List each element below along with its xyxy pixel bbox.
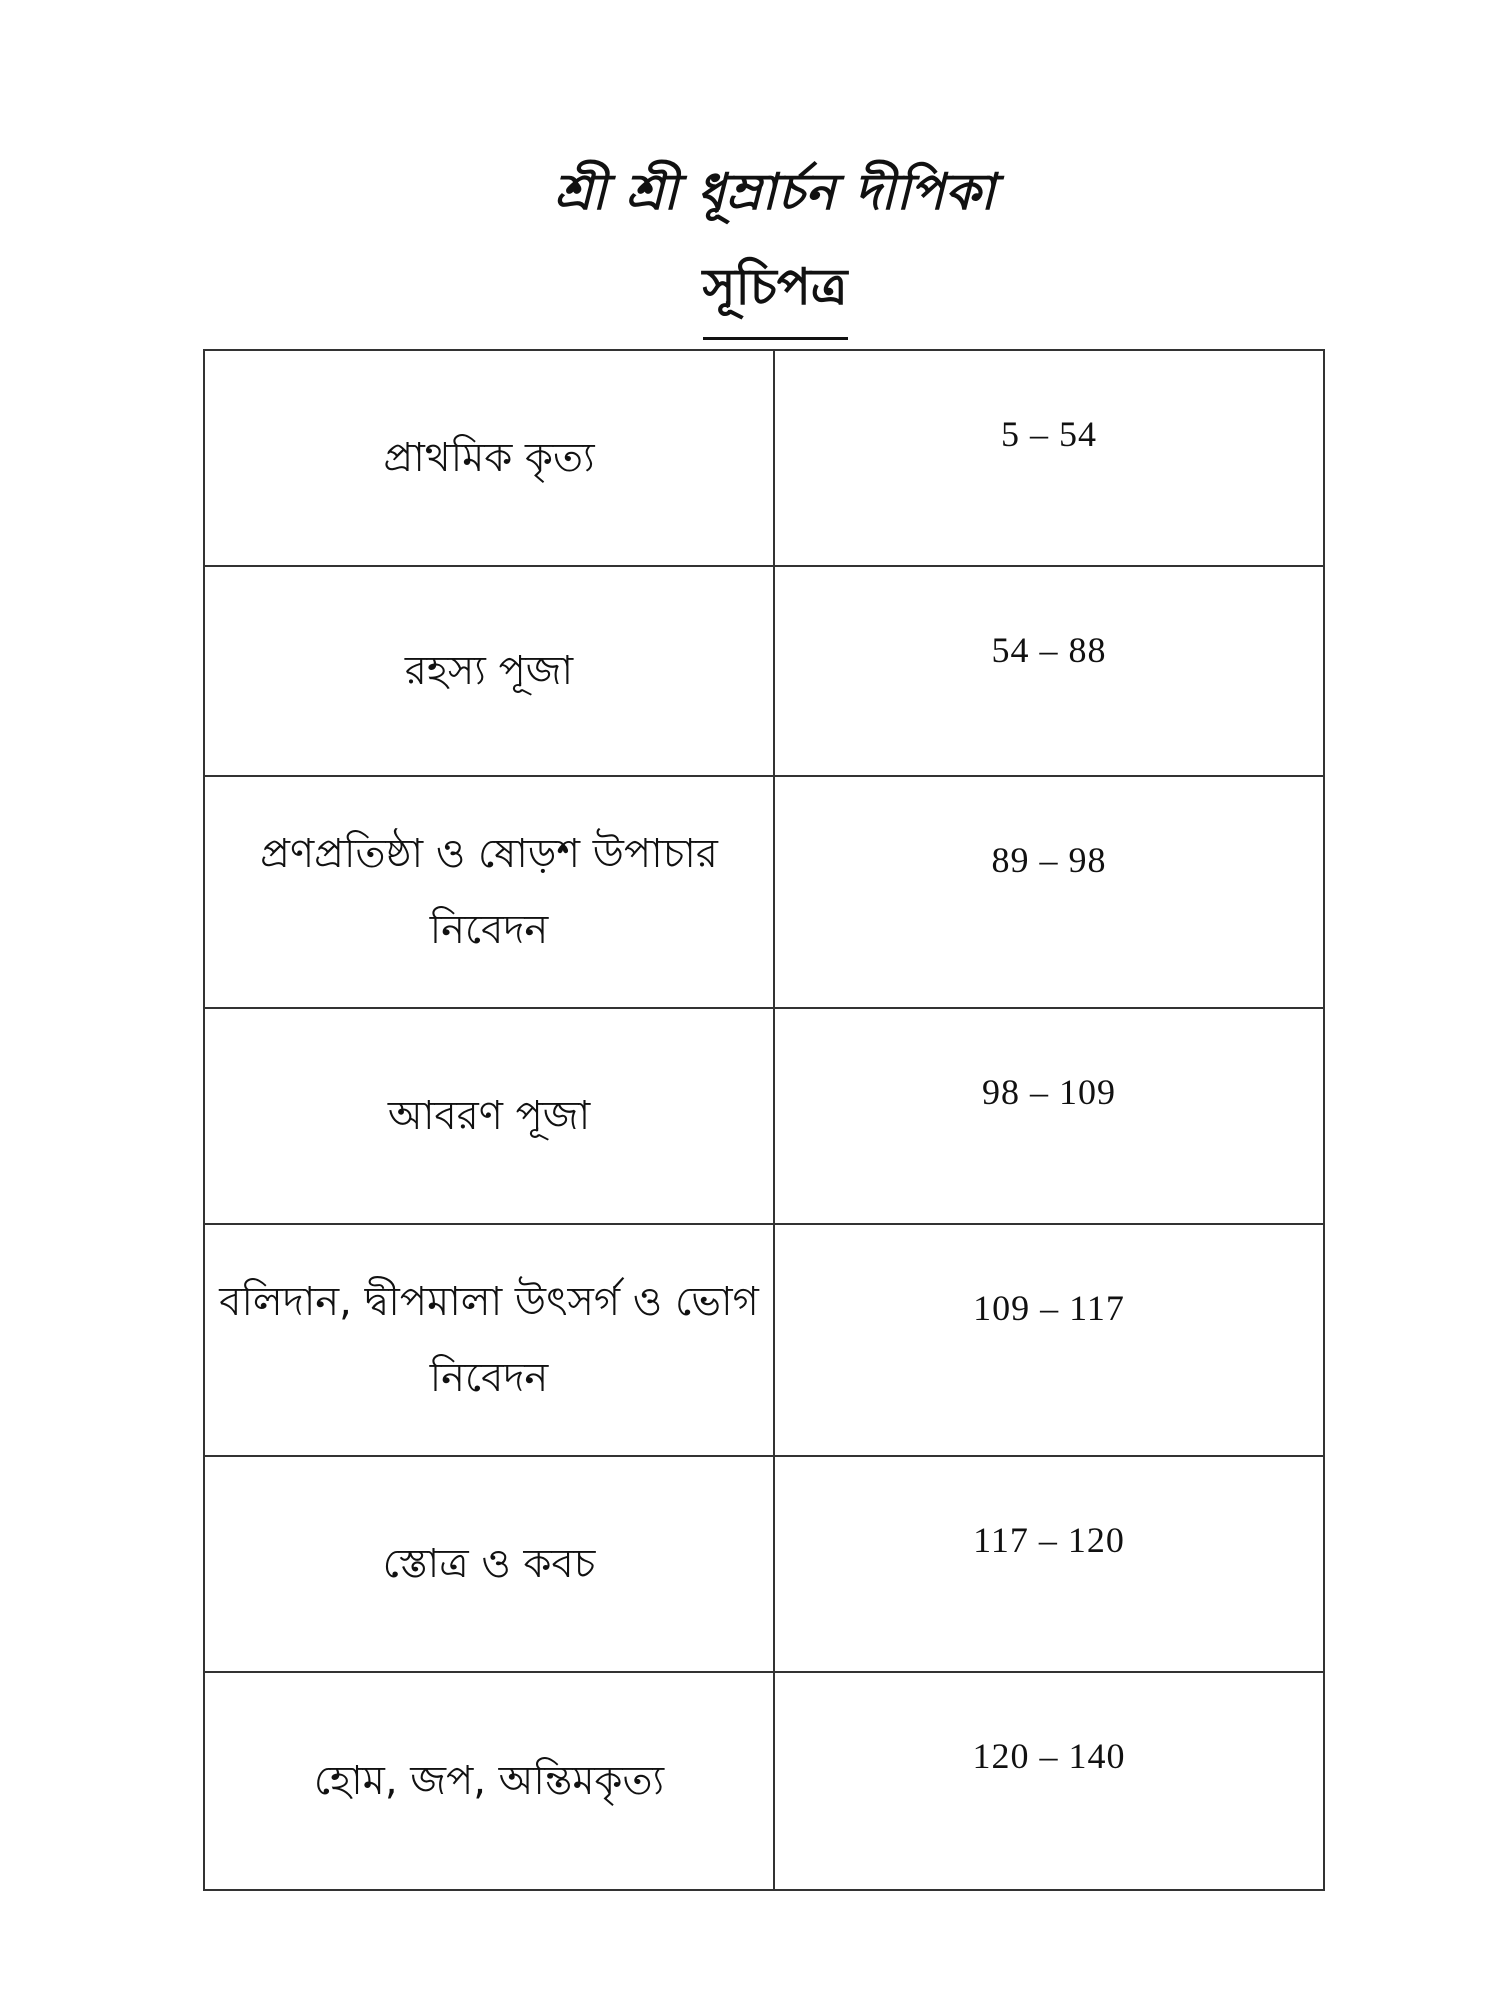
toc-heading <box>0 250 1500 340</box>
toc-pages-cell: 54 – 88 <box>774 566 1324 776</box>
toc-section-cell: স্তোত্র ও কবচ <box>204 1456 774 1672</box>
toc-section-cell: আবরণ পূজা <box>204 1008 774 1224</box>
toc-section-cell: প্রাথমিক কৃত্য <box>204 350 774 566</box>
toc-row <box>204 566 1324 776</box>
book-title: শ্রী শ্রী ধূম্রার্চন দীপিকা <box>554 163 996 221</box>
toc-row <box>204 350 1324 566</box>
toc-pages-cell: 120 – 140 <box>774 1672 1324 1890</box>
toc-row <box>204 1008 1324 1224</box>
toc-section-cell: প্রণপ্রতিষ্ঠা ও ষোড়শ উপাচার নিবেদন <box>204 776 774 1008</box>
toc-pages-cell: 109 – 117 <box>774 1224 1324 1456</box>
toc-pages-cell: 89 – 98 <box>774 776 1324 1008</box>
toc-section-cell: বলিদান, দ্বীপমালা উৎসর্গ ও ভোগ নিবেদন <box>204 1224 774 1456</box>
toc-section-cell: রহস্য পূজা <box>204 566 774 776</box>
toc-pages-cell: 117 – 120 <box>774 1456 1324 1672</box>
toc-row <box>204 1224 1324 1456</box>
toc-pages-cell: 98 – 109 <box>774 1008 1324 1224</box>
toc-row <box>204 1456 1324 1672</box>
toc-pages-cell: 5 – 54 <box>774 350 1324 566</box>
toc-section-cell: হোম, জপ, অন্তিমকৃত্য <box>204 1672 774 1890</box>
toc-table <box>203 349 1325 1891</box>
toc-row <box>204 1672 1324 1890</box>
toc-row <box>204 776 1324 1008</box>
toc-heading-text: সূচিপত্র <box>703 250 848 340</box>
